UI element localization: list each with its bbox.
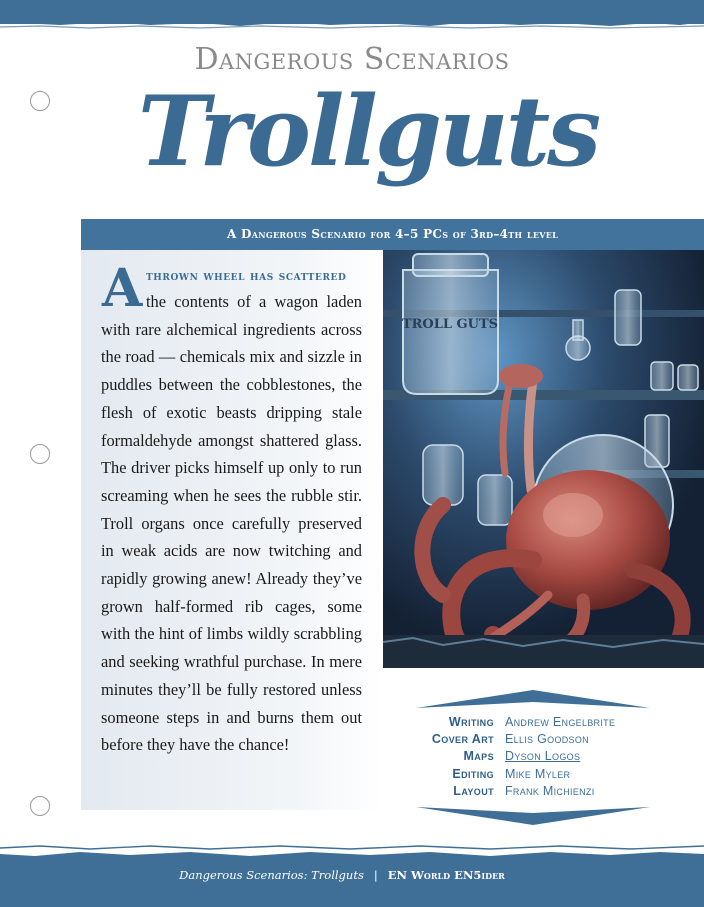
- credits-top-ornament: [416, 690, 650, 710]
- page-title: Trollguts: [137, 75, 599, 188]
- cover-illustration: [383, 250, 704, 668]
- footer-brand: EN World EN5ider: [387, 868, 505, 882]
- intro-paragraph: [101, 288, 362, 759]
- credit-name: Frank Michienzi: [505, 783, 595, 798]
- credits-bottom-ornament: [416, 805, 650, 825]
- drop-cap: A: [102, 258, 143, 319]
- credit-role: Cover Art: [431, 732, 494, 747]
- credit-row-writing: [416, 714, 650, 731]
- credit-name: Mike Myler: [505, 766, 571, 781]
- credit-role: Editing: [452, 766, 494, 781]
- troll-organs-artwork: [383, 250, 704, 668]
- credit-name-link[interactable]: Dyson Logos: [505, 749, 581, 764]
- credit-row-cover-art: [416, 731, 650, 748]
- footer-text: [0, 868, 684, 882]
- footer-separator: |: [373, 868, 378, 882]
- credit-row-editing: [416, 766, 650, 783]
- credit-name: Andrew Engelbrite: [505, 715, 616, 729]
- lead-in-text: thrown wheel has scattered: [146, 268, 347, 283]
- binder-hole-bottom: [30, 796, 50, 816]
- credit-role: Layout: [453, 783, 494, 798]
- top-banner-torn-edge: [0, 18, 704, 32]
- series-title: Dangerous Scenarios: [194, 42, 510, 77]
- credit-row-layout: [416, 783, 650, 800]
- credits-block: [416, 714, 650, 800]
- binder-hole-middle: [30, 444, 50, 464]
- credit-name: Ellis Goodson: [505, 732, 589, 747]
- credit-row-maps: [416, 748, 650, 765]
- jar-label: TROLL GUTS: [401, 317, 499, 332]
- intro-paragraph-text: the contents of a wagon laden with rare alchemical ingredients across the road — chemicals mix and sizzle in puddles between the cobblestones, the flesh of exotic beasts dripping stale formaldehyde amongst shattered glass. The driver picks himself up only to run screaming when he sees the rubble stir. Troll organs once carefully preserved in weak acids are now twitching and rapidly growing anew! Already they’ve grown half-formed rib cages, some with the hint of limbs wildly scrabbling and seeking wrathful purchase. In mere minutes they’ll be fully restored unless someone steps in and burns them out before they have the chance!: [101, 292, 362, 755]
- page-footer: [0, 860, 704, 907]
- credit-role: Writing: [448, 715, 494, 729]
- footer-title: Dangerous Scenarios: Trollguts: [179, 868, 364, 882]
- credit-role: Maps: [463, 749, 494, 764]
- subtitle-banner: A Dangerous Scenario for 4–5 PCs of 3rd–4th level: [81, 219, 704, 250]
